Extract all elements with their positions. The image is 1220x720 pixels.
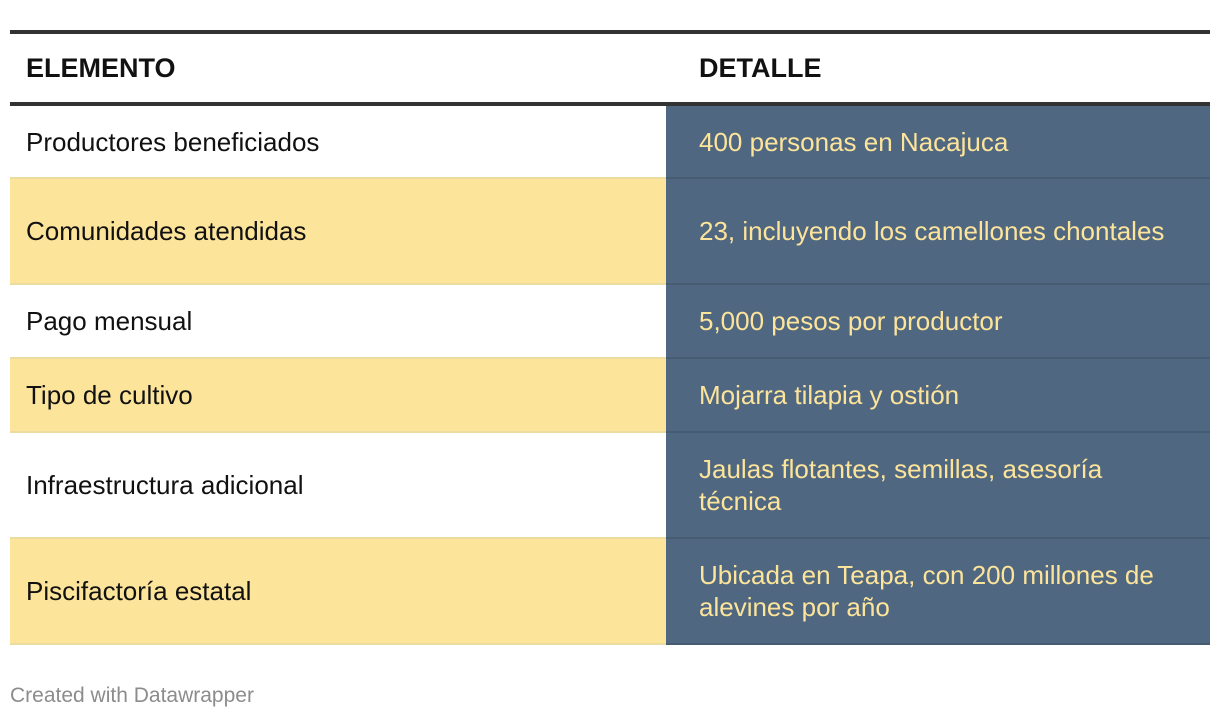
table-row	[10, 284, 1210, 358]
table-row	[10, 538, 1210, 644]
cell-elemento: Pago mensual	[10, 284, 666, 358]
column-header-detalle: DETALLE	[666, 32, 1210, 104]
footer-credit: Created with Datawrapper	[10, 684, 254, 707]
table-row	[10, 358, 1210, 432]
table-header-row	[10, 32, 1210, 104]
column-header-elemento: ELEMENTO	[10, 32, 666, 104]
cell-elemento: Comunidades atendidas	[10, 178, 666, 284]
cell-elemento: Piscifactoría estatal	[10, 538, 666, 644]
table-row	[10, 432, 1210, 538]
cell-elemento: Productores beneficiados	[10, 104, 666, 178]
table-row	[10, 178, 1210, 284]
cell-detalle: 400 personas en Nacajuca	[666, 104, 1210, 178]
cell-detalle: Jaulas flotantes, semillas, asesoría técnica	[666, 432, 1210, 538]
data-table	[10, 30, 1210, 645]
cell-elemento: Infraestructura adicional	[10, 432, 666, 538]
cell-detalle: Ubicada en Teapa, con 200 millones de alevines por año	[666, 538, 1210, 644]
table-row	[10, 104, 1210, 178]
cell-detalle: Mojarra tilapia y ostión	[666, 358, 1210, 432]
cell-detalle: 5,000 pesos por productor	[666, 284, 1210, 358]
data-table-container	[10, 30, 1210, 645]
cell-elemento: Tipo de cultivo	[10, 358, 666, 432]
cell-detalle: 23, incluyendo los camellones chontales	[666, 178, 1210, 284]
